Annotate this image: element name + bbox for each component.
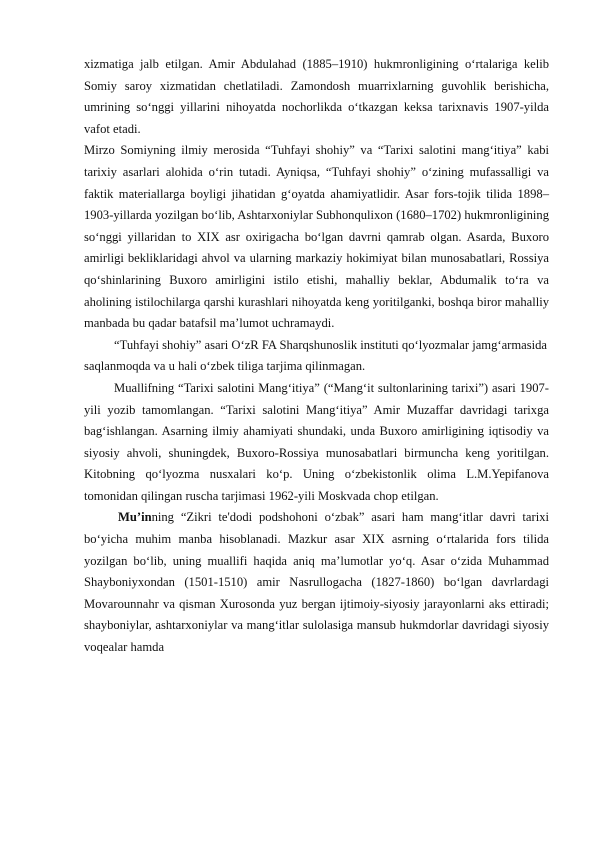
paragraph-tuhfayi-shohiy-manuscript: “Tuhfayi shohiy” asari O‘zR FA Sharqshunoslik instituti qo‘lyozmalar jamg‘armasida saqlanmoqda va u hali o‘zbek tiliga tarjima qilinmagan. bbox=[84, 337, 548, 374]
paragraph-somiy-biography: xizmatiga jalb etilgan. Amir Abdulahad (1885–1910) hukmronligining o‘rtalariga kelib Somiy saroy xizmatidan chetlatiladi. Zamondosh muarrixlarning guvohlik berishicha, umrining so‘nggi yillarini nihoyatda nochorlikda o‘tkazgan keksa tarixnavis 1907-yilda vafot etadi. bbox=[84, 57, 549, 136]
paragraph-muin-text: ning “Zikri te'dodi podshohoni o‘zbak” asari ham mang‘itlar davri tarixi bo‘yicha muhim manba hisoblanadi. Mazkur asar XIX asrning o‘rtalarida fors tilida yozilgan bo‘lib, uning muallifi haqida aniq ma’lumotlar yo‘q. Asar o‘zida Muhammad Shayboniyxondan (1501-1510) amir Nasrullogacha (1827-1860) bo‘lgan davrlardagi Movarounnahr va qisman Xurosonda yuz bergan ijtimoiy-siyosiy jarayonlarni aks ettiradi; shayboniylar, ashtarxoniylar va mang‘itlar sulolasiga mansub hukmdorlar davridagi siyosiy voqealar hamda bbox=[84, 510, 549, 655]
paragraph-somiy-works: Mirzo Somiyning ilmiy merosida “Tuhfayi shohiy” va “Tarixi salotini mang‘itiya” kabi tarixiy asarlari alohida o‘rin tutadi. Ayniqsa, “Tuhfayi shohiy” o‘zining mufassalligi va faktik materiallarga boyligi jihatidan g‘oyatda ahamiyatlidir. Asar fors-tojik tilida 1898–1903-yillarda yozilgan bo‘lib, Ashtarxoniylar Subhonqulixon (1680–1702) hukmronligining so‘nggi yillaridan to XIX asr oxirigacha bo‘lgan davrni qamrab olgan. Asarda, Buxoro amirligi bekliklaridagi ahvol va ularning markaziy hokimiyat bilan munosabatlari, Rossiya qo‘shinlarining Buxoro amirligini istilo etishi, mahalliy beklar, Abdumalik to‘ra va aholining istilochilarga qarshi kurashlari nihoyatda keng yoritilganki, boshqa biror mahalliy manbada bu qadar batafsil ma’lumot uchramaydi. bbox=[84, 143, 549, 331]
paragraph-muin bbox=[84, 507, 549, 658]
paragraph-tarixi-salotini: Muallifning “Tarixi salotini Mang‘itiya” (“Mang‘it sultonlarining tarixi”) asari 1907-yili yozib tamomlangan. “Tarixi salotini Mang‘itiya” Amir Muzaffar davridagi tarixga bag‘ishlangan. Asarning ilmiy ahamiyati shundaki, unda Buxoro amirligining iqtisodiy va siyosiy ahvoli, shuningdek, Buxoro-Rossiya munosabatlari birmuncha keng yoritilgan. Kitobning qo‘lyozma nusxalari ko‘p. Uning o‘zbekistonlik olima L.M.Yepifanova tomonidan qilingan ruscha tarjimasi 1962-yili Moskvada chop etilgan. bbox=[84, 380, 549, 503]
author-name-muin: Mu’in bbox=[118, 510, 152, 525]
document-page bbox=[84, 54, 549, 659]
